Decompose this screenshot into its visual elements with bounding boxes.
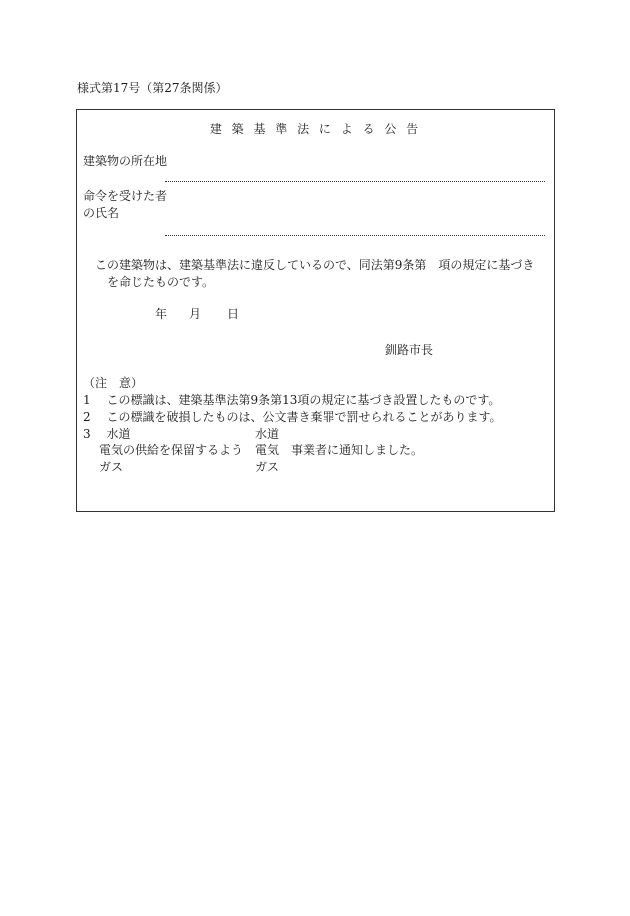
location-label: 建築物の所在地 — [83, 154, 168, 168]
notice-box — [76, 109, 555, 512]
recipient-fill-line — [165, 235, 545, 236]
notice-body-line2: を命じたものです。 — [107, 275, 215, 289]
form-number: 様式第17号（第27条関係） — [77, 81, 228, 95]
notes-heading: （注 意） — [83, 376, 144, 390]
notice-body-line1: この建築物は、建築基準法に違反しているので、同法第9条第 項の規定に基づき — [95, 258, 535, 272]
note-item-3-line2-right: 電気 事業者に通知しました。 — [255, 443, 424, 457]
recipient-label-line2: の氏名 — [83, 206, 120, 220]
notice-title: 建 築 基 準 法 に よ る 公 告 — [209, 122, 422, 136]
note-item-3-line3-right: ガス — [255, 460, 280, 474]
note-item-1: 1 この標識は、建築基準法第9条第13項の規定に基づき設置したものです。 — [83, 393, 501, 407]
note-item-3-line3-left: ガス — [99, 460, 124, 474]
note-item-3-line1-left: 3 水道 — [83, 427, 131, 441]
recipient-label-line1: 命令を受けた者 — [83, 189, 168, 203]
issuer-name: 釧路市長 — [385, 343, 434, 357]
date-day-label: 日 — [227, 307, 240, 321]
note-item-3-line1-right: 水道 — [255, 427, 280, 441]
location-fill-line — [165, 181, 545, 182]
date-month-label: 月 — [189, 307, 202, 321]
date-year-label: 年 — [155, 307, 168, 321]
note-item-2: 2 この標識を破損したものは、公文書き棄罪で罰せられることがあります。 — [83, 410, 502, 424]
note-item-3-line2-left: 電気の供給を保留するよう — [99, 443, 244, 457]
